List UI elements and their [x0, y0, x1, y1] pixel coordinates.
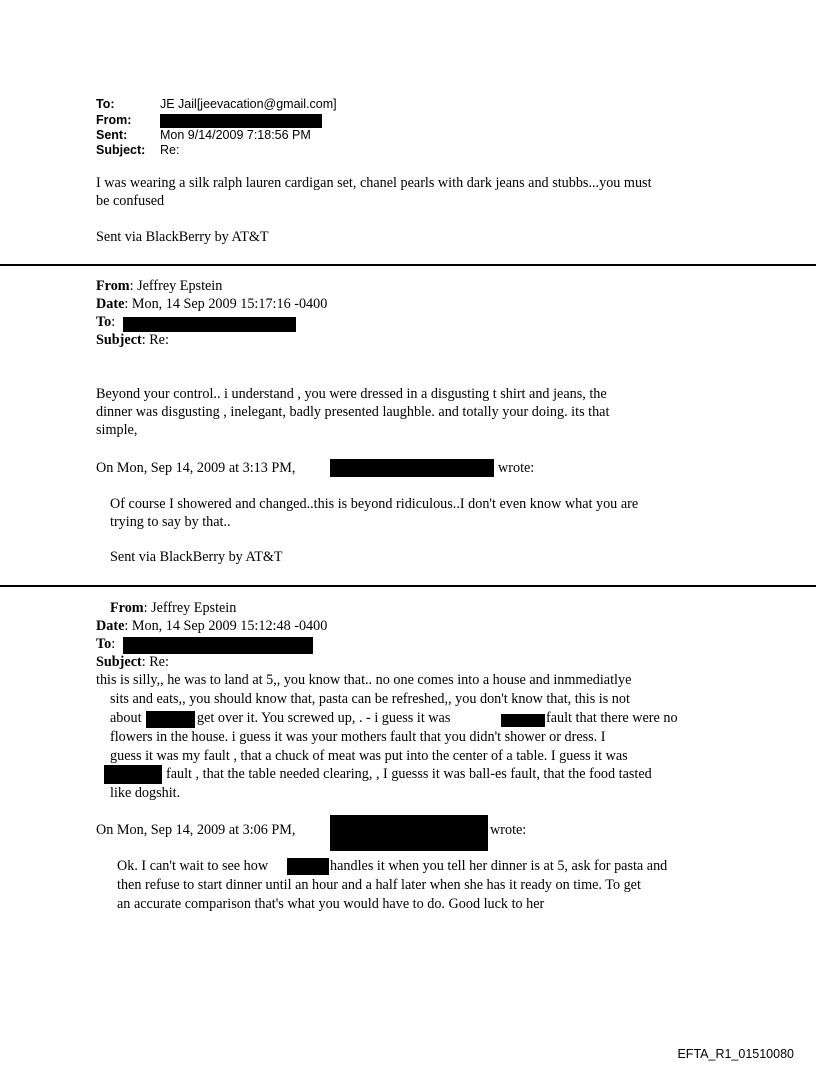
msg3-from-value: : Jeffrey Epstein — [143, 600, 237, 616]
msg2-to — [96, 314, 115, 331]
header-to-value: JE Jail[jeevacation@gmail.com] — [160, 97, 337, 111]
redaction-bar — [123, 637, 313, 654]
msg3-quote-line: then refuse to start dinner until an hour and a half later when she has it ready on time. To get — [117, 877, 641, 893]
msg3-quote-line: Ok. I can't wait to see how — [117, 858, 269, 874]
header-to-label: To: — [96, 97, 115, 111]
msg3-from-label: From — [110, 600, 144, 616]
msg3-quote-intro: On Mon, Sep 14, 2009 at 3:06 PM, — [96, 822, 296, 838]
msg3-date-label: Date — [96, 618, 125, 634]
msg3-quote-line: an accurate comparison that's what you would have to do. Good luck to her — [117, 896, 545, 912]
bates-number: EFTA_R1_01510080 — [677, 1047, 794, 1061]
msg2-quote-line: Of course I showered and changed..this is beyond ridiculous..I don't even know what you are — [110, 496, 639, 512]
msg2-quote-wrote: wrote: — [498, 460, 535, 476]
redaction-bar — [160, 114, 322, 128]
msg2-subject-label: Subject — [96, 332, 142, 348]
msg2-quote-intro: On Mon, Sep 14, 2009 at 3:13 PM, — [96, 460, 296, 476]
msg2-from-value: : Jeffrey Epstein — [129, 278, 223, 294]
header-from-label: From: — [96, 113, 132, 127]
redaction-bar — [330, 815, 488, 851]
msg3-body-line: get over it. You screwed up, . - i guess it was — [197, 710, 451, 726]
msg3-subject-label: Subject — [96, 654, 142, 670]
redaction-bar — [104, 765, 162, 784]
msg1-body-line: I was wearing a silk ralph lauren cardigan set, chanel pearls with dark jeans and stubbs...you must — [96, 175, 652, 191]
redaction-bar — [330, 459, 494, 477]
msg2-date — [96, 296, 327, 313]
msg2-to-label: To — [96, 314, 112, 330]
msg3-body-line: about — [110, 710, 142, 726]
msg3-to-label: To — [96, 636, 112, 652]
msg2-body-line: Beyond your control.. i understand , you were dressed in a disgusting t shirt and jeans, the — [96, 386, 607, 402]
msg3-date-value: : Mon, 14 Sep 2009 15:12:48 -0400 — [124, 618, 328, 634]
msg2-subject-value: : Re: — [141, 332, 169, 348]
msg3-body-line: sits and eats,, you should know that, pasta can be refreshed,, you don't know that, this is not — [110, 691, 630, 707]
separator-rule — [0, 264, 816, 266]
msg3-date — [96, 618, 327, 635]
separator-rule — [0, 585, 816, 587]
msg2-to-value: : — [111, 314, 116, 330]
msg2-subject — [96, 332, 169, 349]
redaction-bar — [146, 711, 195, 728]
msg3-to-value: : — [111, 636, 116, 652]
msg3-from — [110, 600, 236, 617]
msg2-from-label: From — [96, 278, 130, 294]
msg3-body-line: flowers in the house. i guess it was your mothers fault that you didn't shower or dress. I — [110, 729, 606, 745]
redaction-bar — [287, 858, 329, 875]
msg3-body-line: this is silly,, he was to land at 5,, you know that.. no one comes into a house and inmmediatlye — [96, 672, 632, 688]
msg3-subject-value: : Re: — [141, 654, 169, 670]
msg2-body-line: dinner was disgusting , inelegant, badly presented laughble. and totally your doing. its that — [96, 404, 610, 420]
msg3-body-line: fault that there were no — [546, 710, 678, 726]
msg1-body-line: be confused — [96, 193, 165, 209]
msg3-body-line: like dogshit. — [110, 785, 181, 801]
msg2-quote-line: trying to say by that.. — [110, 514, 231, 530]
redaction-bar — [123, 317, 296, 332]
msg3-body-line: fault , that the table needed clearing, , I guesss it was ball-es fault, that the food tasted — [166, 766, 652, 782]
msg3-quote-wrote: wrote: — [490, 822, 527, 838]
header-sent-label: Sent: — [96, 128, 128, 142]
msg2-body-line: simple, — [96, 422, 138, 438]
msg3-quote-line: handles it when you tell her dinner is at 5, ask for pasta and — [330, 858, 668, 874]
header-subject-label: Subject: — [96, 143, 146, 157]
msg2-quote-signature: Sent via BlackBerry by AT&T — [110, 549, 283, 565]
msg3-to — [96, 636, 115, 653]
header-subject-value: Re: — [160, 143, 180, 157]
msg2-from — [96, 278, 222, 295]
msg3-subject — [96, 654, 169, 671]
redaction-bar — [501, 714, 545, 727]
header-sent-value: Mon 9/14/2009 7:18:56 PM — [160, 128, 311, 142]
msg2-date-value: : Mon, 14 Sep 2009 15:17:16 -0400 — [124, 296, 328, 312]
msg3-body-line: guess it was my fault , that a chuck of meat was put into the center of a table. I guess it was — [110, 748, 628, 764]
msg2-date-label: Date — [96, 296, 125, 312]
msg1-signature: Sent via BlackBerry by AT&T — [96, 229, 269, 245]
